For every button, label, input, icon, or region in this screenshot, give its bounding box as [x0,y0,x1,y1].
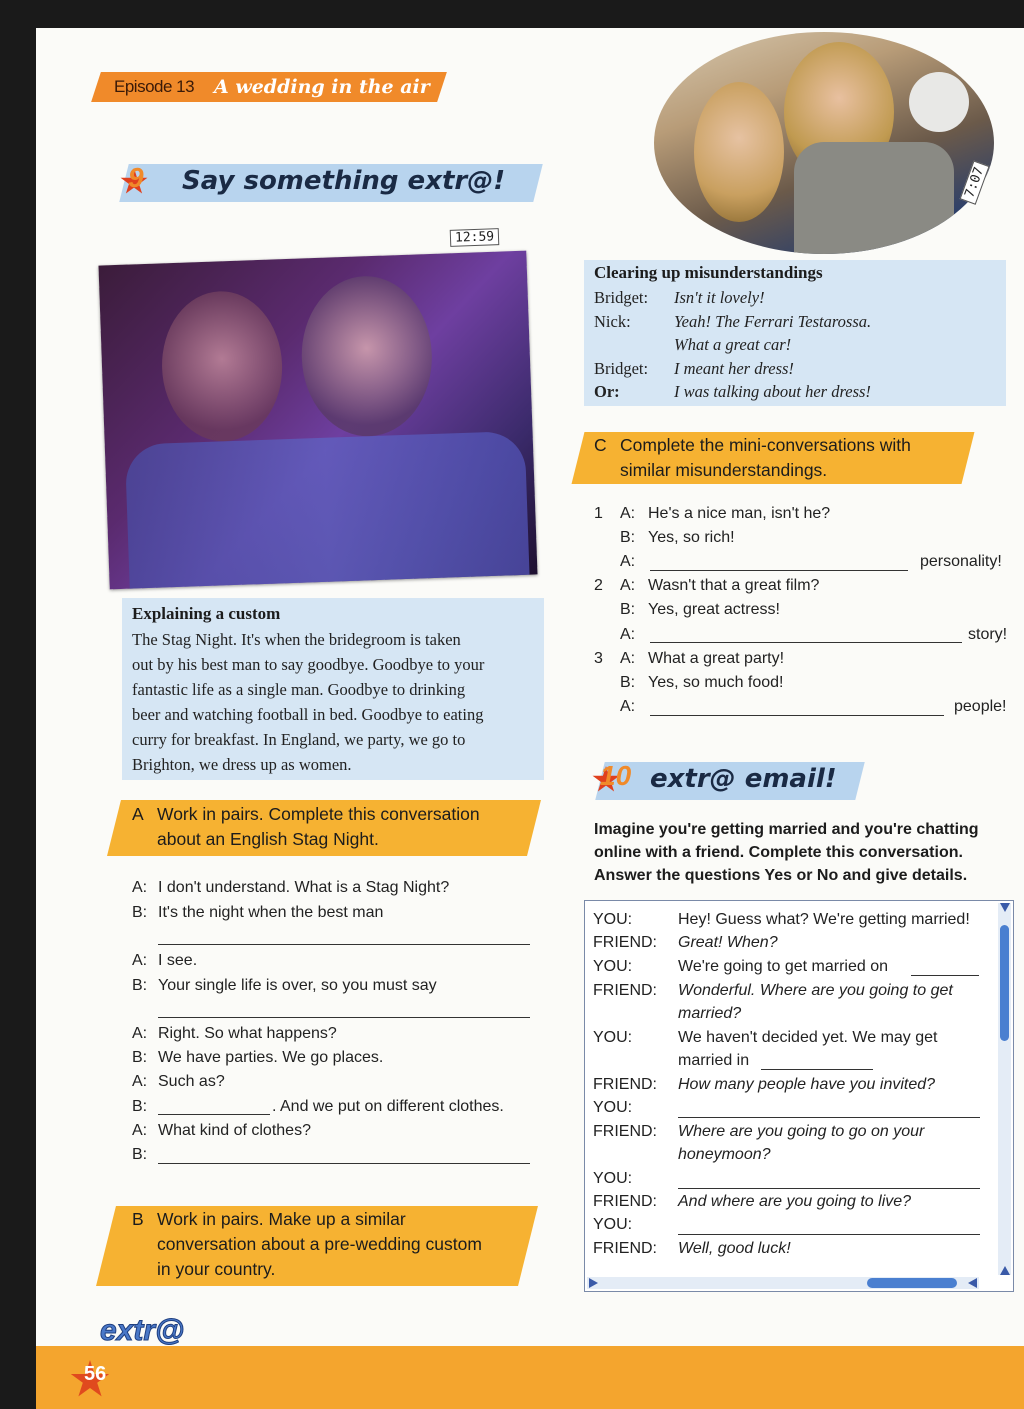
answer-blank[interactable] [158,1114,270,1115]
item-label-a: A: [620,505,636,522]
chat-line: We're going to get married on [678,958,888,975]
intro-line: online with a friend. Complete this conversation. [594,844,963,861]
item-number: 2 [594,577,603,594]
item-label-b: B: [620,674,636,691]
dialogue-speaker: A: [132,1073,148,1090]
section9-title: Say something extr@! [182,166,506,196]
item-line-b: Yes, great actress! [648,601,780,618]
item-label-a: A: [620,650,636,667]
dialogue-line: I see. [158,952,198,969]
extra-logo: extr@ [100,1314,185,1347]
item-label-a: A: [620,626,636,643]
clearing-line: I meant her dress! [674,359,794,378]
textbook-page [36,28,1024,1409]
chat-speaker-friend: FRIEND: [593,982,657,999]
horizontal-scroll-thumb[interactable] [867,1278,957,1288]
chat-line: Great! When? [678,934,778,951]
item-number: 1 [594,505,603,522]
answer-blank[interactable] [650,570,908,571]
clearing-line: What a great car! [674,335,792,354]
dialogue-speaker: B: [132,1146,148,1163]
answer-blank[interactable] [158,944,530,945]
dialogue-speaker: B: [132,904,148,921]
item-number: 3 [594,650,603,667]
chat-line: honeymoon? [678,1146,771,1163]
answer-blank[interactable] [650,642,962,643]
taskC-line1: Complete the mini-conversations with [620,435,911,455]
item-line-a: He's a nice man, isn't he? [648,505,831,522]
taskC-line2: similar misunderstandings. [620,460,828,480]
taskC-letter: C [594,435,607,455]
explaining-line: curry for breakfast. In England, we party, we go to [132,730,466,749]
answer-blank[interactable] [911,975,979,976]
dialogue-line: What kind of clothes? [158,1122,311,1139]
clearing-speaker: Nick: [594,312,631,331]
explaining-line: The Stag Night. It's when the bridegroom is taken [132,630,461,649]
taskB-line1: Work in pairs. Make up a similar [157,1209,406,1229]
horizontal-scrollbar[interactable] [587,1277,979,1289]
taskB-line2: conversation about a pre-wedding custom [157,1234,482,1254]
chat-speaker-friend: FRIEND: [593,934,657,951]
intro-line: Answer the questions Yes or No and give details. [594,867,968,884]
chat-line: Hey! Guess what? We're getting married! [678,911,970,928]
dialogue-speaker: A: [132,1025,148,1042]
item-label-a: A: [620,698,636,715]
taskB-line3: in your country. [157,1259,276,1279]
item-line-b: Yes, so much food! [648,674,784,691]
section9-number: 9 [128,162,144,193]
chat-line: married in [678,1052,750,1069]
scroll-up-arrow-icon[interactable] [1000,903,1010,912]
answer-blank[interactable] [158,1163,530,1164]
scroll-left-arrow-icon[interactable] [968,1278,977,1288]
chat-line: Where are you going to go on your [678,1123,925,1140]
item-line-a: What a great party! [648,650,785,667]
photo2-timestamp: 7:07 [960,160,990,205]
photo-couple [654,32,994,254]
taskA-line2: about an English Stag Night. [157,829,379,849]
explaining-text [132,627,542,777]
section10-number: 10 [600,760,632,791]
answer-blank[interactable] [678,1188,980,1189]
answer-blank[interactable] [158,1017,530,1018]
footer-bar [36,1346,1024,1409]
taskB-letter: B [132,1209,144,1229]
section10-intro [594,818,979,887]
item-label-b: B: [620,601,636,618]
taskA-line1: Work in pairs. Complete this conversation [157,804,480,824]
clearing-line: Isn't it lovely! [674,288,765,307]
answer-blank[interactable] [678,1117,980,1118]
item-line-a: Wasn't that a great film? [648,577,820,594]
chat-speaker-friend: FRIEND: [593,1123,657,1140]
explaining-line: out by his best man to say goodbye. Goodbye to your [132,655,485,674]
chat-window [584,900,1014,1292]
episode-label: Episode 13 [114,77,195,96]
chat-speaker-friend: FRIEND: [593,1076,657,1093]
item-end: people! [954,698,1007,715]
chat-speaker-you: YOU: [593,1099,633,1116]
dialogue-speaker: A: [132,1122,148,1139]
photo-two-men [98,251,537,590]
chat-speaker-friend: FRIEND: [593,1240,657,1257]
chat-line: Wonderful. Where are you going to get [678,982,953,999]
dialogue-speaker: A: [132,952,148,969]
dialogue-speaker: B: [132,1049,148,1066]
dialogue-line: . And we put on different clothes. [272,1098,504,1115]
item-end: personality! [920,553,1002,570]
dialogue-line: Such as? [158,1073,225,1090]
clearing-speaker: Or: [594,382,620,401]
explaining-line: Brighton, we dress up as women. [132,755,352,774]
chat-speaker-you: YOU: [593,1216,633,1233]
chat-line: We haven't decided yet. We may get [678,1029,938,1046]
chat-line: And where are you going to live? [678,1193,912,1210]
episode-title: A wedding in the air [214,76,430,98]
chat-speaker-you: YOU: [593,958,633,975]
clearing-speaker: Bridget: [594,359,649,378]
chat-speaker-you: YOU: [593,1029,633,1046]
item-label-b: B: [620,529,636,546]
dialogue-line: We have parties. We go places. [158,1049,384,1066]
scroll-right-arrow-icon[interactable] [589,1278,598,1288]
intro-line: Imagine you're getting married and you're chatting [594,821,979,838]
item-label-a: A: [620,577,636,594]
clearing-title: Clearing up misunderstandings [594,263,823,282]
chat-line: married? [678,1005,742,1022]
dialogue-line: I don't understand. What is a Stag Night? [158,879,450,896]
explaining-line: fantastic life as a single man. Goodbye to drinking [132,680,466,699]
clearing-line: I was talking about her dress! [674,382,871,401]
answer-blank[interactable] [650,715,944,716]
explaining-title: Explaining a custom [132,604,281,623]
section10-title: extr@ email! [650,764,837,794]
vertical-scroll-thumb[interactable] [1000,925,1009,1041]
chat-line: How many people have you invited? [678,1076,936,1093]
dialogue-speaker: B: [132,1098,148,1115]
clearing-speaker: Bridget: [594,288,649,307]
item-end: story! [968,626,1008,643]
dialogue-line: It's the night when the best man [158,904,384,921]
dialogue-speaker: B: [132,977,148,994]
chat-speaker-you: YOU: [593,911,633,928]
dialogue-speaker: A: [132,879,148,896]
photo1-timestamp: 12:59 [450,228,500,247]
answer-blank[interactable] [678,1234,980,1235]
taskA-letter: A [132,804,144,824]
page-number: 56 [84,1363,107,1385]
answer-blank[interactable] [761,1069,873,1070]
dialogue-line: Your single life is over, so you must say [158,977,437,994]
chat-speaker-friend: FRIEND: [593,1193,657,1210]
chat-line: Well, good luck! [678,1240,791,1257]
chat-speaker-you: YOU: [593,1170,633,1187]
clearing-line: Yeah! The Ferrari Testarossa. [674,312,872,331]
vertical-scrollbar[interactable] [998,903,1011,1275]
dialogue-line: Right. So what happens? [158,1025,337,1042]
item-label-a: A: [620,553,636,570]
explaining-line: beer and watching football in bed. Goodbye to eating [132,705,484,724]
item-line-b: Yes, so rich! [648,529,735,546]
scroll-down-arrow-icon[interactable] [1000,1266,1010,1275]
